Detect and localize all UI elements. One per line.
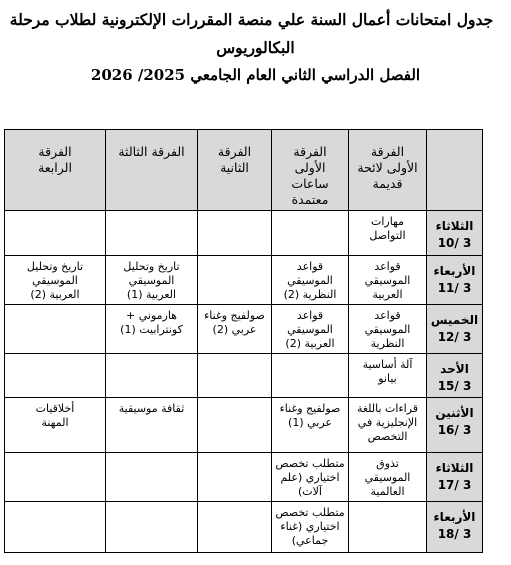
exam-cell — [106, 502, 198, 553]
cell-text-line: الثلاثاء — [435, 461, 474, 475]
cell-text-line: العربية (1) — [126, 288, 177, 301]
cell-text-line: قراءات باللغة — [356, 402, 419, 415]
cell-text-line: التخصص — [367, 430, 408, 443]
column-header-year3 — [106, 130, 198, 211]
cell-text-line: الموسيقي — [364, 274, 411, 287]
exam-cell — [5, 305, 106, 354]
exam-cell — [198, 354, 272, 398]
exam-cell — [272, 398, 349, 453]
cell-text-line: تاريخ وتحليل — [123, 260, 180, 273]
cell-text-line: النظرية — [370, 337, 405, 350]
cell-text-line: آلة أساسية — [362, 358, 413, 371]
exam-cell — [272, 502, 349, 553]
cell-text-line: الأثنين — [435, 406, 474, 420]
exam-cell — [272, 305, 349, 354]
cell-text-line: العربية — [372, 288, 403, 301]
cell-text-line: كونترابيت (1) — [120, 323, 183, 336]
exam-cell — [198, 305, 272, 354]
cell-text-line: الموسيقي — [287, 274, 333, 287]
cell-text-line: التواصل — [369, 229, 406, 242]
exam-cell — [272, 453, 349, 502]
cell-text-line: الخميس — [430, 313, 479, 327]
exam-cell — [5, 398, 106, 453]
cell-text-line: الإنجليزية في — [357, 416, 418, 429]
cell-text-line: قديمة — [372, 176, 403, 191]
cell-text-line: 3 /17 — [437, 478, 472, 492]
cell-text-line: العربية (2) — [285, 337, 335, 350]
table-row — [5, 211, 483, 256]
cell-text-line: النظرية (2) — [283, 288, 337, 301]
exam-cell — [106, 354, 198, 398]
cell-text-line: جماعي) — [291, 534, 329, 547]
cell-text-line: اختياري (غناء — [280, 520, 340, 533]
cell-text-line: آلات) — [298, 485, 322, 498]
day-date-cell — [427, 453, 483, 502]
cell-text-line: العربية (2) — [30, 288, 80, 301]
column-header-year1-credit — [272, 130, 349, 211]
cell-text-line: 3 /11 — [437, 281, 472, 295]
cell-text-line: قواعد — [374, 309, 401, 322]
cell-text-line: 3 /16 — [437, 423, 472, 437]
table-row — [5, 502, 483, 553]
cell-text-line: الفرقة — [293, 144, 327, 159]
column-header-year1-old — [349, 130, 427, 211]
cell-text-line: الأحد — [440, 362, 469, 376]
table-header-row — [5, 130, 483, 211]
cell-text-line: معتمدة — [291, 192, 329, 207]
exam-cell — [349, 502, 427, 553]
cell-text-line: المهنة — [41, 416, 69, 429]
exam-cell — [272, 354, 349, 398]
cell-text-line: ساعات — [291, 176, 329, 191]
cell-text-line: 3 /18 — [437, 527, 472, 541]
exam-cell — [198, 398, 272, 453]
cell-text-line: الموسيقي — [364, 323, 411, 336]
exam-schedule-table — [4, 129, 483, 553]
cell-text-line: الموسيقي — [32, 274, 78, 287]
cell-text-line: 3 /12 — [437, 330, 472, 344]
exam-cell — [5, 211, 106, 256]
cell-text-line: الموسيقي — [287, 323, 333, 336]
table-row — [5, 453, 483, 502]
cell-text-line: الفرقة — [38, 144, 72, 159]
table-row — [5, 256, 483, 305]
cell-text-line: الفرقة — [217, 144, 252, 159]
cell-text-line: الأولى — [294, 160, 326, 175]
exam-cell — [106, 453, 198, 502]
cell-text-line: متطلب تخصص — [275, 506, 345, 519]
day-date-cell — [427, 398, 483, 453]
cell-text-line: اختياري (علم — [280, 471, 340, 484]
exam-cell — [198, 453, 272, 502]
title-block — [0, 6, 511, 88]
exam-cell — [106, 398, 198, 453]
cell-text-line: عربي (2) — [212, 323, 257, 336]
exam-cell — [198, 211, 272, 256]
exam-cell — [106, 256, 198, 305]
exam-cell — [198, 502, 272, 553]
cell-text-line: صولفيج وغناء — [204, 309, 265, 322]
exam-cell — [349, 453, 427, 502]
cell-text-line: قواعد — [296, 260, 324, 273]
exam-cell — [106, 305, 198, 354]
cell-text-line: الأربعاء — [433, 264, 476, 278]
exam-cell — [349, 211, 427, 256]
day-date-cell — [427, 256, 483, 305]
exam-cell — [198, 256, 272, 305]
cell-text-line: هارموني + — [126, 309, 177, 322]
column-header-day — [427, 130, 483, 211]
column-header-year2 — [198, 130, 272, 211]
exam-cell — [349, 256, 427, 305]
cell-text-line: الفرقة — [370, 144, 405, 159]
cell-text-line: الموسيقي — [128, 274, 175, 287]
title-line-2: البكالوريوس — [216, 38, 295, 57]
cell-text-line: الموسيقي — [364, 471, 411, 484]
cell-text-line: تذوق — [376, 457, 399, 470]
table-row — [5, 354, 483, 398]
exam-cell — [349, 354, 427, 398]
cell-text-line: 3 /10 — [437, 236, 472, 250]
title-line-1: جدول امتحانات أعمال السنة علي منصة المقررات الإلكترونية لطلاب مرحلة — [9, 10, 494, 29]
cell-text-line: متطلب تخصص — [275, 457, 345, 470]
table-row — [5, 398, 483, 453]
cell-text-line: الثانية — [220, 160, 249, 175]
day-date-cell — [427, 305, 483, 354]
cell-text-line: الأربعاء — [433, 510, 476, 524]
exam-cell — [272, 256, 349, 305]
cell-text-line: 3 /15 — [437, 379, 472, 393]
cell-text-line: الثلاثاء — [435, 219, 474, 233]
cell-text-line: قواعد — [374, 260, 401, 273]
cell-text-line: بيانو — [378, 372, 397, 385]
cell-text-line: قواعد — [296, 309, 324, 322]
cell-text-line: الأولى لائحة — [357, 160, 418, 175]
cell-text-line: صولفيج وغناء — [279, 402, 341, 415]
exam-cell — [5, 502, 106, 553]
exam-cell — [106, 211, 198, 256]
day-date-cell — [427, 211, 483, 256]
exam-cell — [5, 453, 106, 502]
table-row — [5, 305, 483, 354]
cell-text-line: مهارات — [370, 215, 405, 228]
exam-cell — [349, 305, 427, 354]
cell-text-line: الفرقة الثالثة — [118, 144, 185, 159]
exam-cell — [272, 211, 349, 256]
cell-text-line: أخلاقيات — [35, 402, 75, 415]
exam-cell — [5, 354, 106, 398]
column-header-year4 — [5, 130, 106, 211]
cell-text-line: عربي (1) — [288, 416, 332, 429]
exam-cell — [349, 398, 427, 453]
semester-title: الفصل الدراسي الثاني العام الجامعي 2025/ 2026 — [90, 66, 421, 84]
day-date-cell — [427, 502, 483, 553]
cell-text-line: تاريخ وتحليل — [26, 260, 84, 273]
day-date-cell — [427, 354, 483, 398]
cell-text-line: ثقافة موسيقية — [118, 402, 185, 415]
exam-cell — [5, 256, 106, 305]
cell-text-line: العالمية — [370, 485, 405, 498]
cell-text-line: الرابعة — [38, 160, 72, 175]
